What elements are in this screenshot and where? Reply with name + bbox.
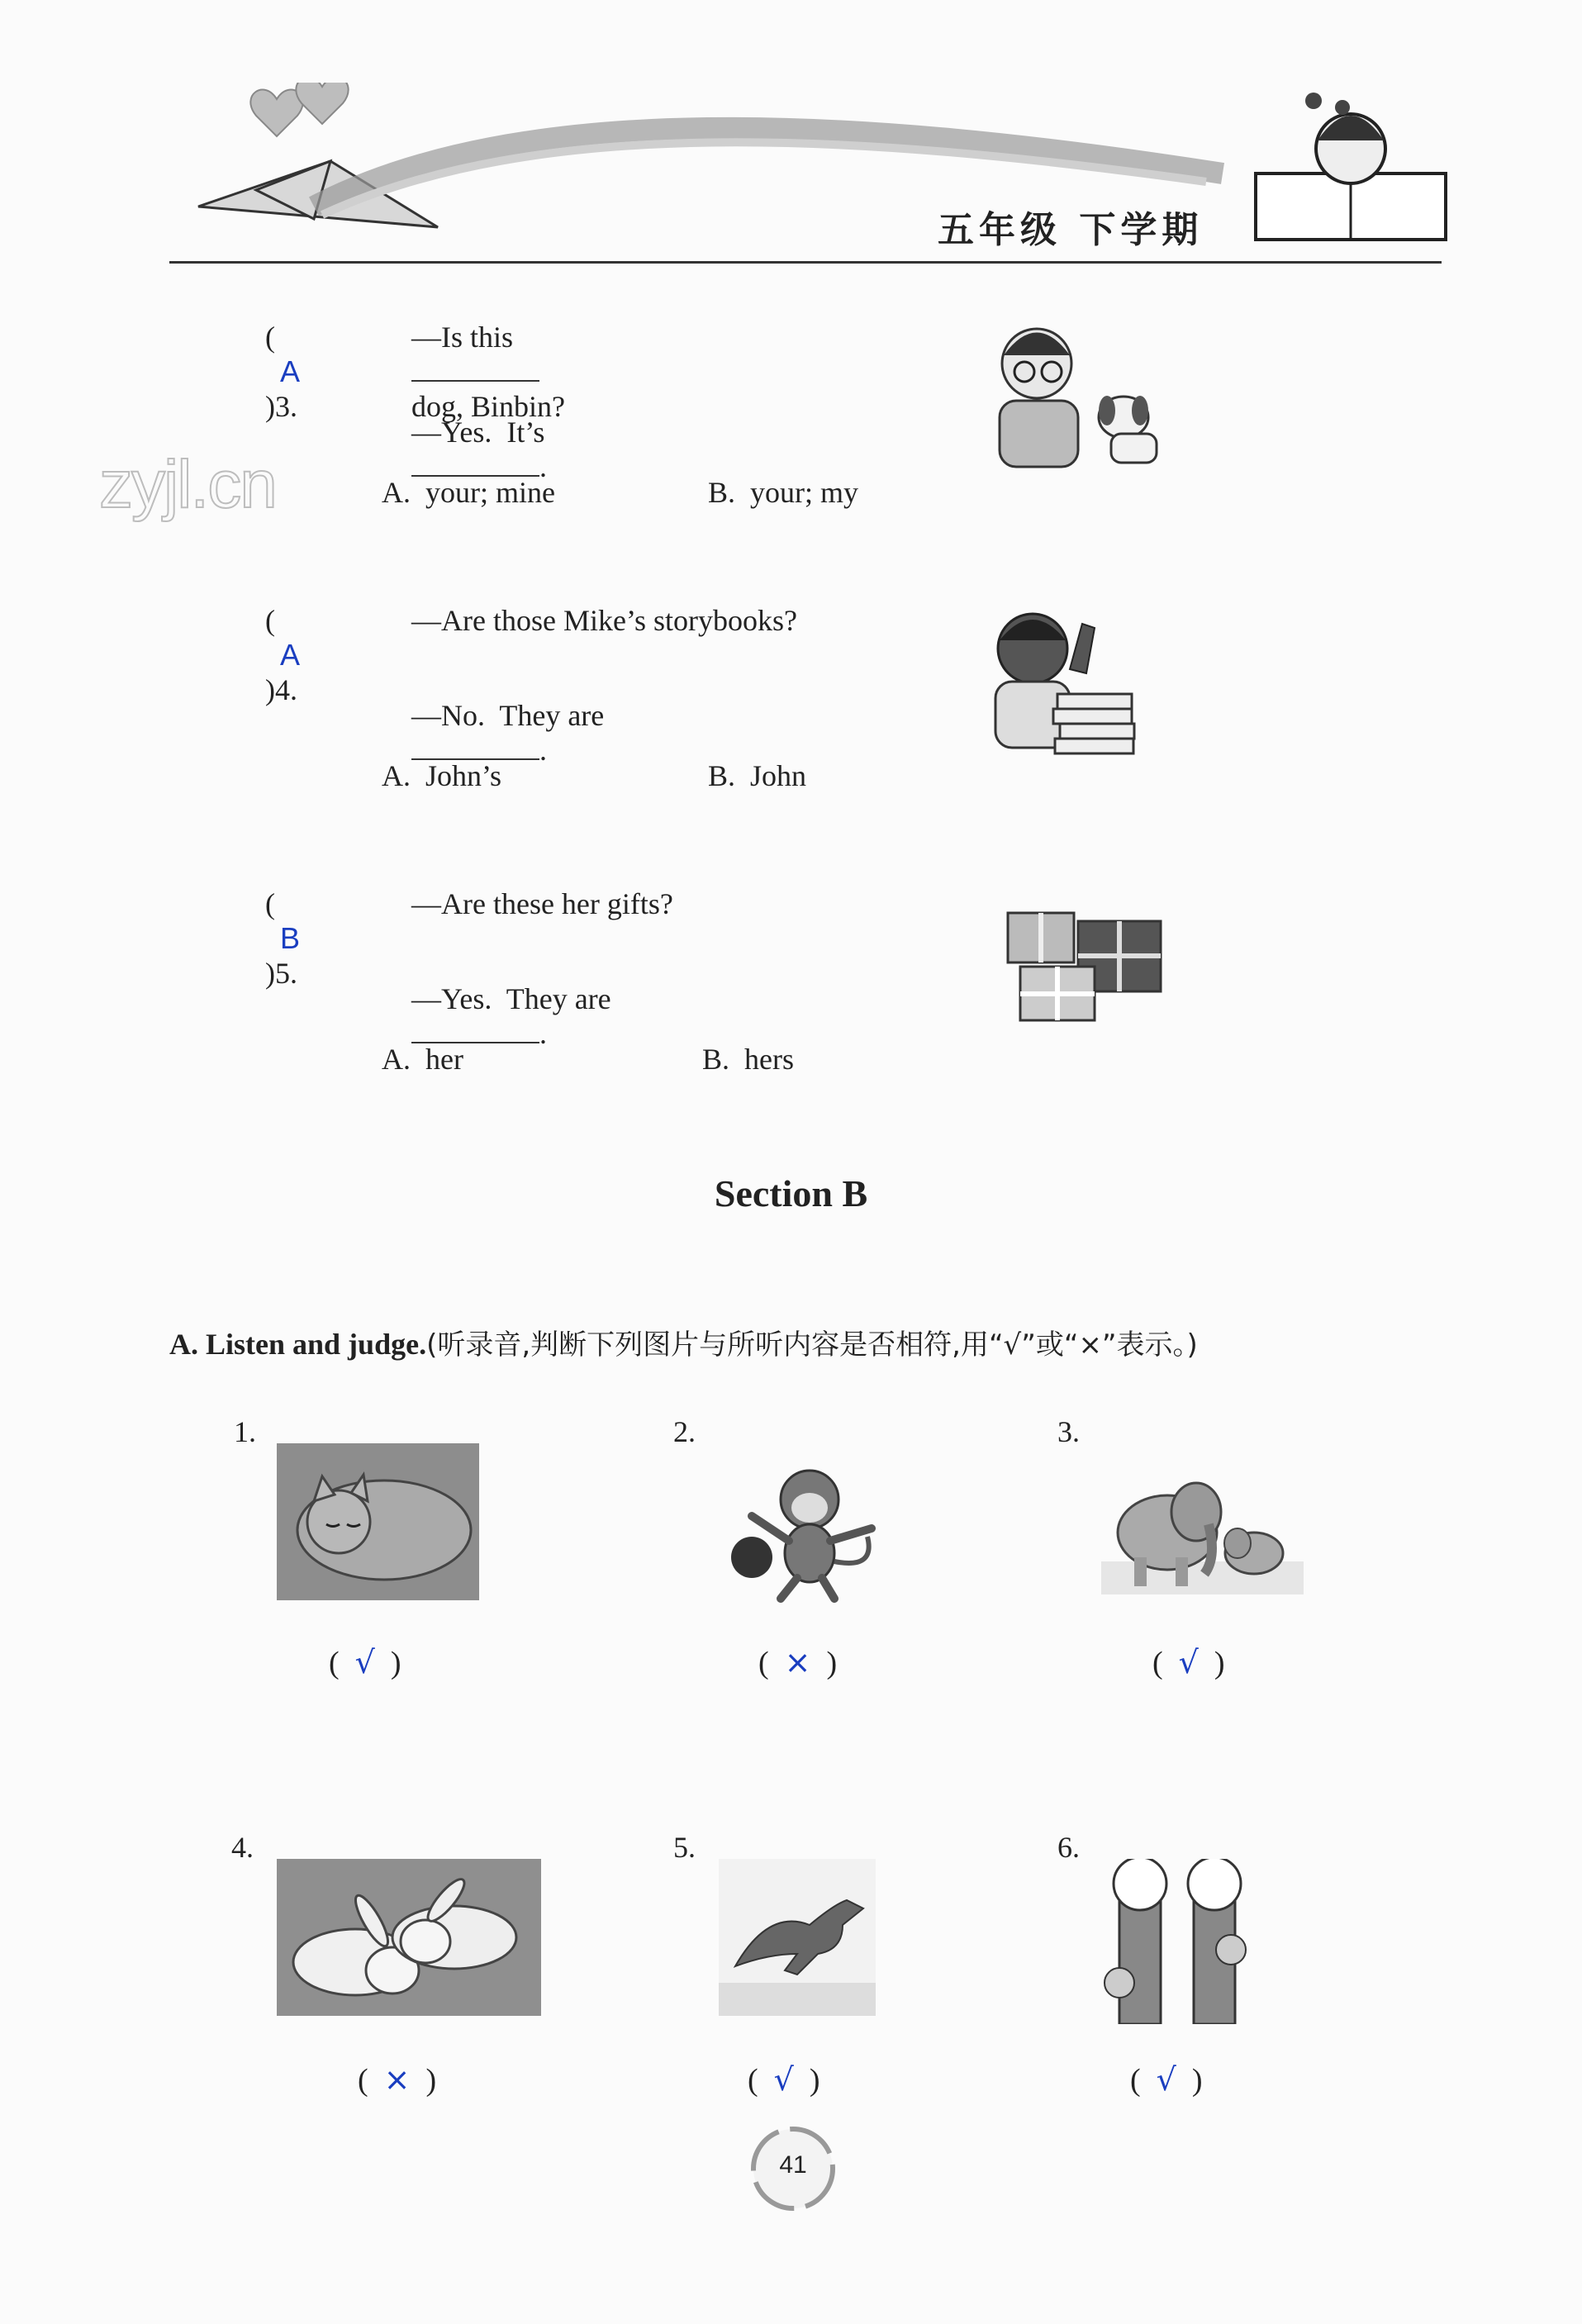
question-line-2: —Yes. It’s .: [411, 416, 547, 483]
judge-mark: ×: [383, 2061, 411, 2098]
answer-letter: B: [279, 921, 300, 955]
question-3: [235, 285, 1475, 525]
reading-girl-icon: [1256, 93, 1446, 240]
option-b: B. John: [708, 759, 807, 792]
judge-paren: ( √ ): [1152, 1644, 1225, 1680]
question-number: )3.: [265, 390, 297, 423]
option-b: B. your; my: [708, 476, 859, 509]
question-4: [235, 568, 1475, 808]
judge-mark: √: [1156, 2061, 1176, 2098]
cat-picture: [277, 1443, 479, 1600]
boy-with-dog-picture: [987, 318, 1177, 471]
header-decoration: [190, 83, 1454, 256]
option-b: B. hers: [702, 1043, 794, 1076]
item-number: 6.: [1057, 1831, 1080, 1864]
judge-paren: ( √ ): [1130, 2061, 1203, 2098]
question-line-2: —Yes. They are .: [411, 982, 611, 1050]
judge-mark: √: [773, 2061, 794, 2098]
answer-paren: ( A )3.: [235, 285, 315, 459]
header-title: 五年级 下学期: [938, 209, 1204, 251]
answer-paren: ( B )5.: [235, 852, 315, 1025]
judge-mark: √: [354, 1644, 375, 1680]
option-a: A. your; mine: [382, 476, 555, 509]
option-a: A. John’s: [382, 759, 502, 792]
question-5: [235, 852, 1475, 1091]
header-divider: [169, 261, 1442, 264]
kangaroo-picture: [719, 1859, 876, 2016]
question-line-1: —Are those Mike’s storybooks?: [411, 604, 797, 637]
watermark: zyjl.cn: [99, 447, 276, 522]
answer-blank[interactable]: [411, 734, 539, 760]
question-number: )5.: [265, 957, 297, 990]
gifts-picture: [1000, 896, 1173, 1029]
instruction: [169, 1322, 1198, 1362]
answer-blank[interactable]: [411, 1017, 539, 1043]
page-number: 41: [779, 2151, 807, 2179]
rabbits-picture: [277, 1859, 541, 2016]
question-number: )4.: [265, 673, 297, 706]
instruction-text: (听录音,判断下列图片与所听内容是否相符,用“√”或“×”表示。): [426, 1328, 1198, 1362]
answer-blank[interactable]: [411, 355, 539, 382]
question-line-1: —Is this dog, Binbin?: [411, 321, 565, 423]
answer-letter: A: [279, 354, 300, 388]
item-number: 1.: [234, 1415, 256, 1448]
boy-with-books-picture: [987, 603, 1144, 760]
answer-blank[interactable]: [411, 450, 539, 477]
instruction-label: A. Listen and judge.: [169, 1328, 427, 1361]
judge-paren: ( × ): [358, 2061, 437, 2098]
answer-letter: A: [279, 638, 300, 672]
koalas-picture: [1099, 1859, 1272, 2024]
question-line-2: —No. They are .: [411, 699, 605, 767]
judge-mark: √: [1178, 1644, 1199, 1680]
judge-mark: ×: [784, 1644, 811, 1680]
hearts-icon: [250, 83, 348, 136]
judge-paren: ( √ ): [329, 1644, 401, 1680]
option-a: A. her: [382, 1043, 463, 1076]
monkey-picture: [727, 1462, 892, 1603]
item-number: 5.: [673, 1831, 696, 1864]
item-number: 4.: [231, 1831, 254, 1864]
item-number: 3.: [1057, 1415, 1080, 1448]
judge-paren: ( √ ): [748, 2061, 820, 2098]
answer-paren: ( A )4.: [235, 568, 315, 742]
item-number: 2.: [673, 1415, 696, 1448]
section-title: Section B: [714, 1172, 868, 1214]
judge-paren: ( × ): [758, 1644, 838, 1680]
elephants-picture: [1101, 1462, 1304, 1594]
question-line-1: —Are these her gifts?: [411, 887, 673, 920]
